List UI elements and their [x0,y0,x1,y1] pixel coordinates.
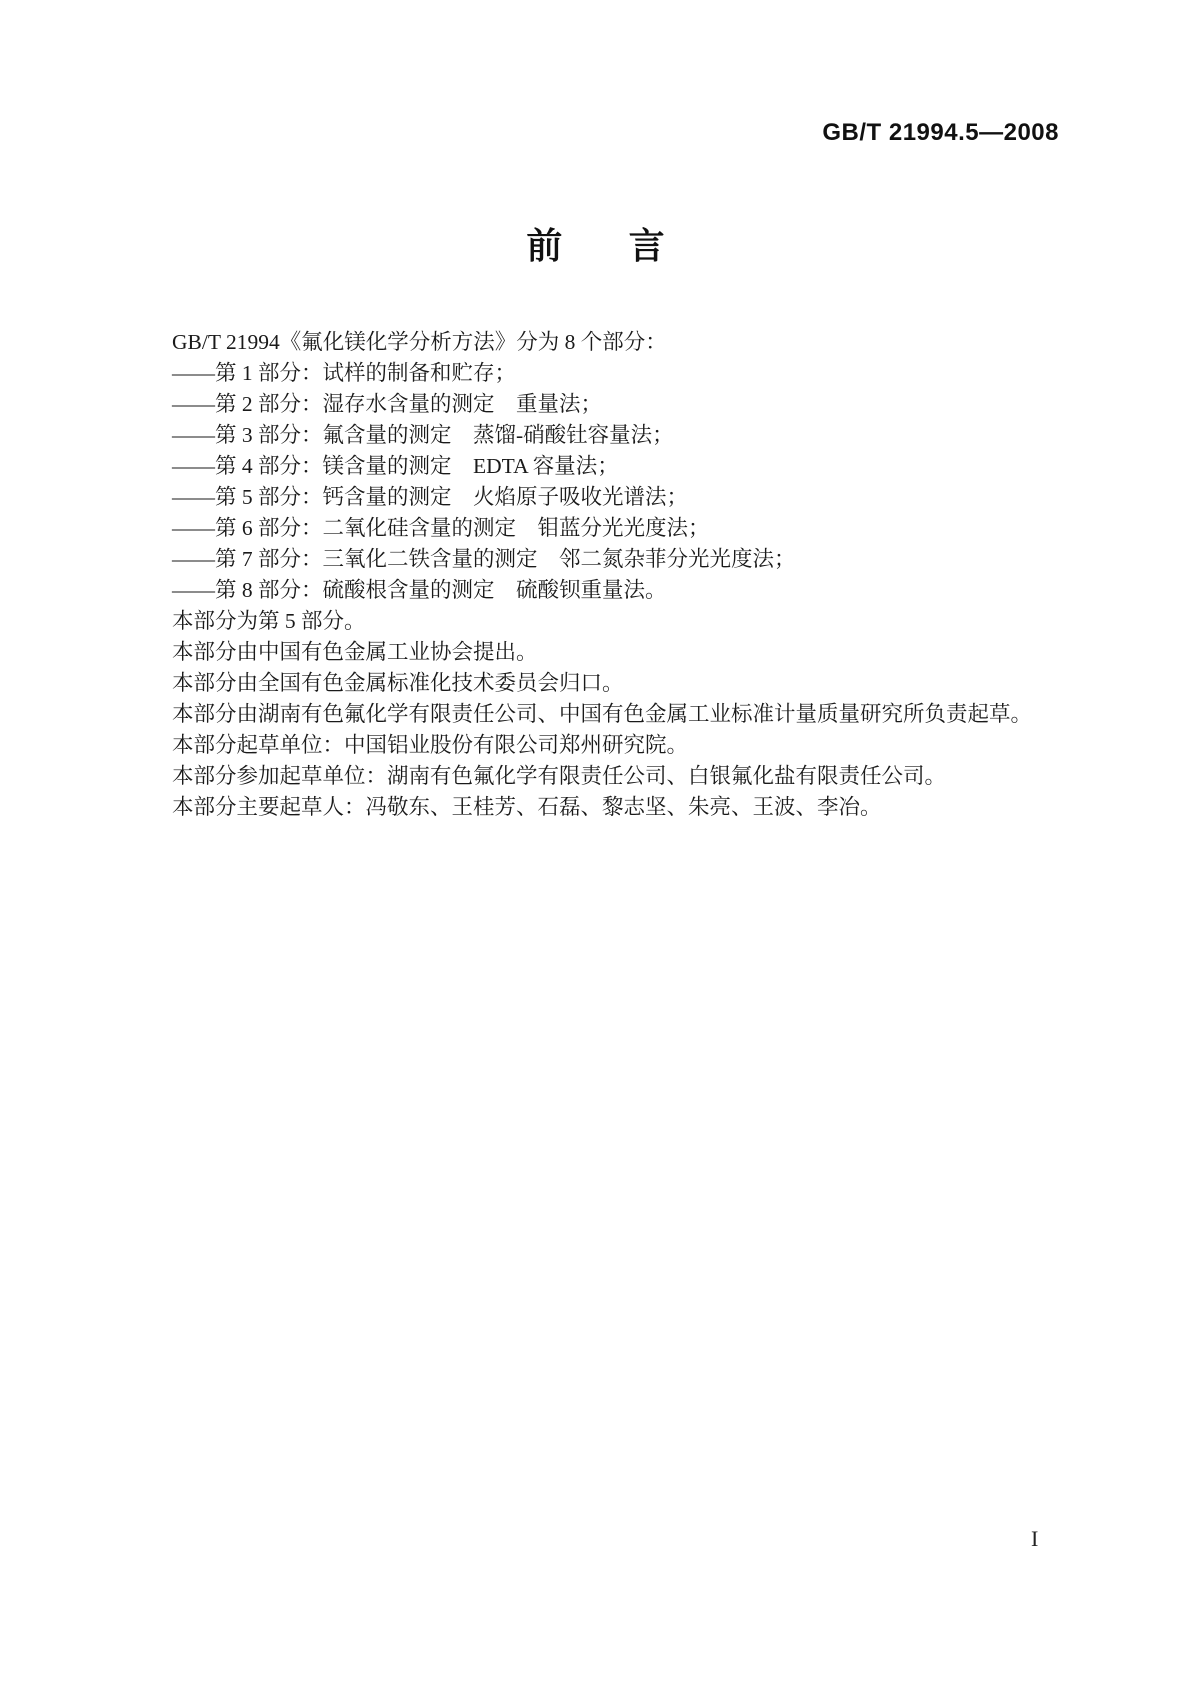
foreword-authors: 本部分主要起草人：冯敬东、王桂芳、石磊、黎志坚、朱亮、王波、李冶。 [172,795,882,819]
foreword-part-2: ——第 2 部分：湿存水含量的测定 重量法； [172,392,603,416]
foreword-participants: 本部分参加起草单位：湖南有色氟化学有限责任公司、白银氟化盐有限责任公司。 [172,764,947,788]
foreword-managed-by: 本部分由全国有色金属标准化技术委员会归口。 [172,671,624,695]
foreword-part-6: ——第 6 部分：二氧化硅含量的测定 钼蓝分光光度法； [172,516,710,540]
foreword-body [172,327,1071,823]
foreword-intro-line: GB/T 21994《氟化镁化学分析方法》分为 8 个部分： [172,330,667,354]
standard-code: GB/T 21994.5—2008 [822,119,1059,146]
foreword-part-3: ——第 3 部分：氟含量的测定 蒸馏-硝酸钍容量法； [172,423,674,447]
foreword-part-1: ——第 1 部分：试样的制备和贮存； [172,361,517,385]
foreword-draft-unit: 本部分起草单位：中国铝业股份有限公司郑州研究院。 [172,733,689,757]
foreword-proposed-by: 本部分由中国有色金属工业协会提出。 [172,640,538,664]
foreword-part-5: ——第 5 部分：钙含量的测定 火焰原子吸收光谱法； [172,485,689,509]
page-title: 前 言 [526,225,680,266]
foreword-part-8: ——第 8 部分：硫酸根含量的测定 硫酸钡重量法。 [172,578,667,602]
foreword-part-7: ——第 7 部分：三氧化二铁含量的测定 邻二氮杂菲分光光度法； [172,547,796,571]
foreword-drafted-by: 本部分由湖南有色氟化学有限责任公司、中国有色金属工业标准计量质量研究所负责起草。 [172,702,1033,726]
foreword-part-4: ——第 4 部分：镁含量的测定 EDTA 容量法； [172,454,619,478]
foreword-this-part: 本部分为第 5 部分。 [172,609,366,633]
page-number: I [1031,1526,1039,1551]
